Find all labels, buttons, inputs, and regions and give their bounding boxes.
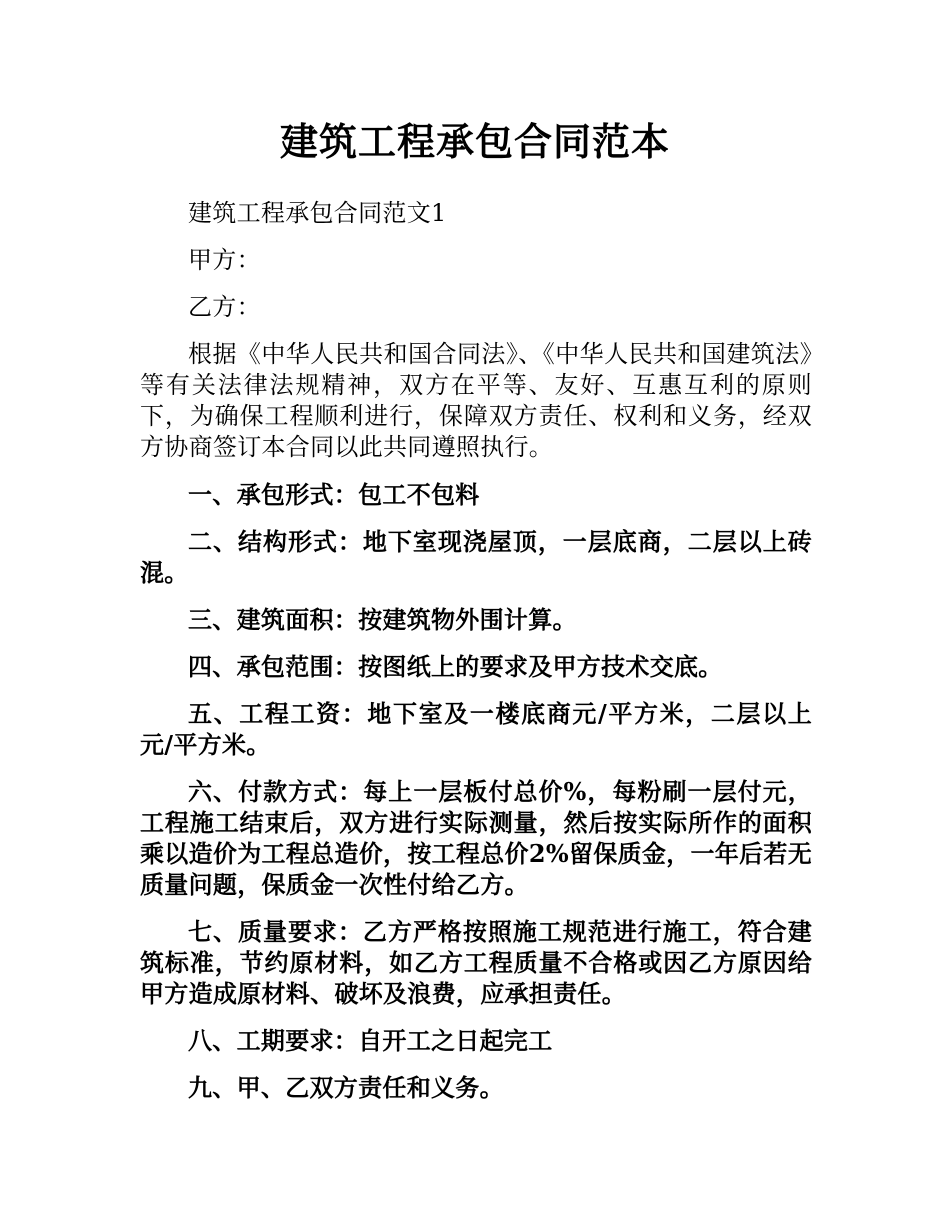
clause-9-paragraph: 九、甲、乙双方责任和义务。 (188, 1073, 504, 1102)
clause-1-paragraph: 一、承包形式：包工不包料 (188, 480, 480, 509)
clause-7-paragraph: 七、质量要求：乙方严格按照施工规范进行施工，符合建筑标准，节约原材料，如乙方工程质量不合格或因乙方原因给甲方造成原材料、破坏及浪费，应承担责任。 (140, 917, 812, 1008)
document-body (140, 198, 812, 1103)
clause-6-paragraph: 六、付款方式：每上一层板付总价%，每粉刷一层付元，工程施工结束后，双方进行实际测量，然后按实际所作的面积乘以造价为工程总造价，按工程总价2%留保质金，一年后若无质量问题，保质金一次性付给乙方。 (140, 777, 812, 899)
clause-2-paragraph: 二、结构形式：地下室现浇屋顶，一层底商，二层以上砖混。 (140, 527, 812, 587)
subtitle-paragraph: 建筑工程承包合同范文1 (188, 199, 447, 227)
party-a-paragraph: 甲方： (188, 246, 261, 274)
clause-5-paragraph: 五、工程工资：地下室及一楼底商元/平方米，二层以上元/平方米。 (140, 699, 812, 759)
party-b-paragraph: 乙方： (188, 293, 261, 321)
document-title: 建筑工程承包合同范本 (279, 120, 670, 164)
clause-3-paragraph: 三、建筑面积：按建筑物外围计算。 (188, 605, 577, 634)
clause-8-paragraph: 八、工期要求：自开工之日起完工 (188, 1026, 553, 1055)
preamble-paragraph: 根据《中华人民共和国合同法》、《中华人民共和国建筑法》等有关法律法规精神，双方在平等、友好、互惠互利的原则下，为确保工程顺利进行，保障双方责任、权利和义务，经双方协商签订本合同以此共同遵照执行。 (140, 340, 812, 461)
clause-4-paragraph: 四、承包范围：按图纸上的要求及甲方技术交底。 (188, 652, 723, 681)
